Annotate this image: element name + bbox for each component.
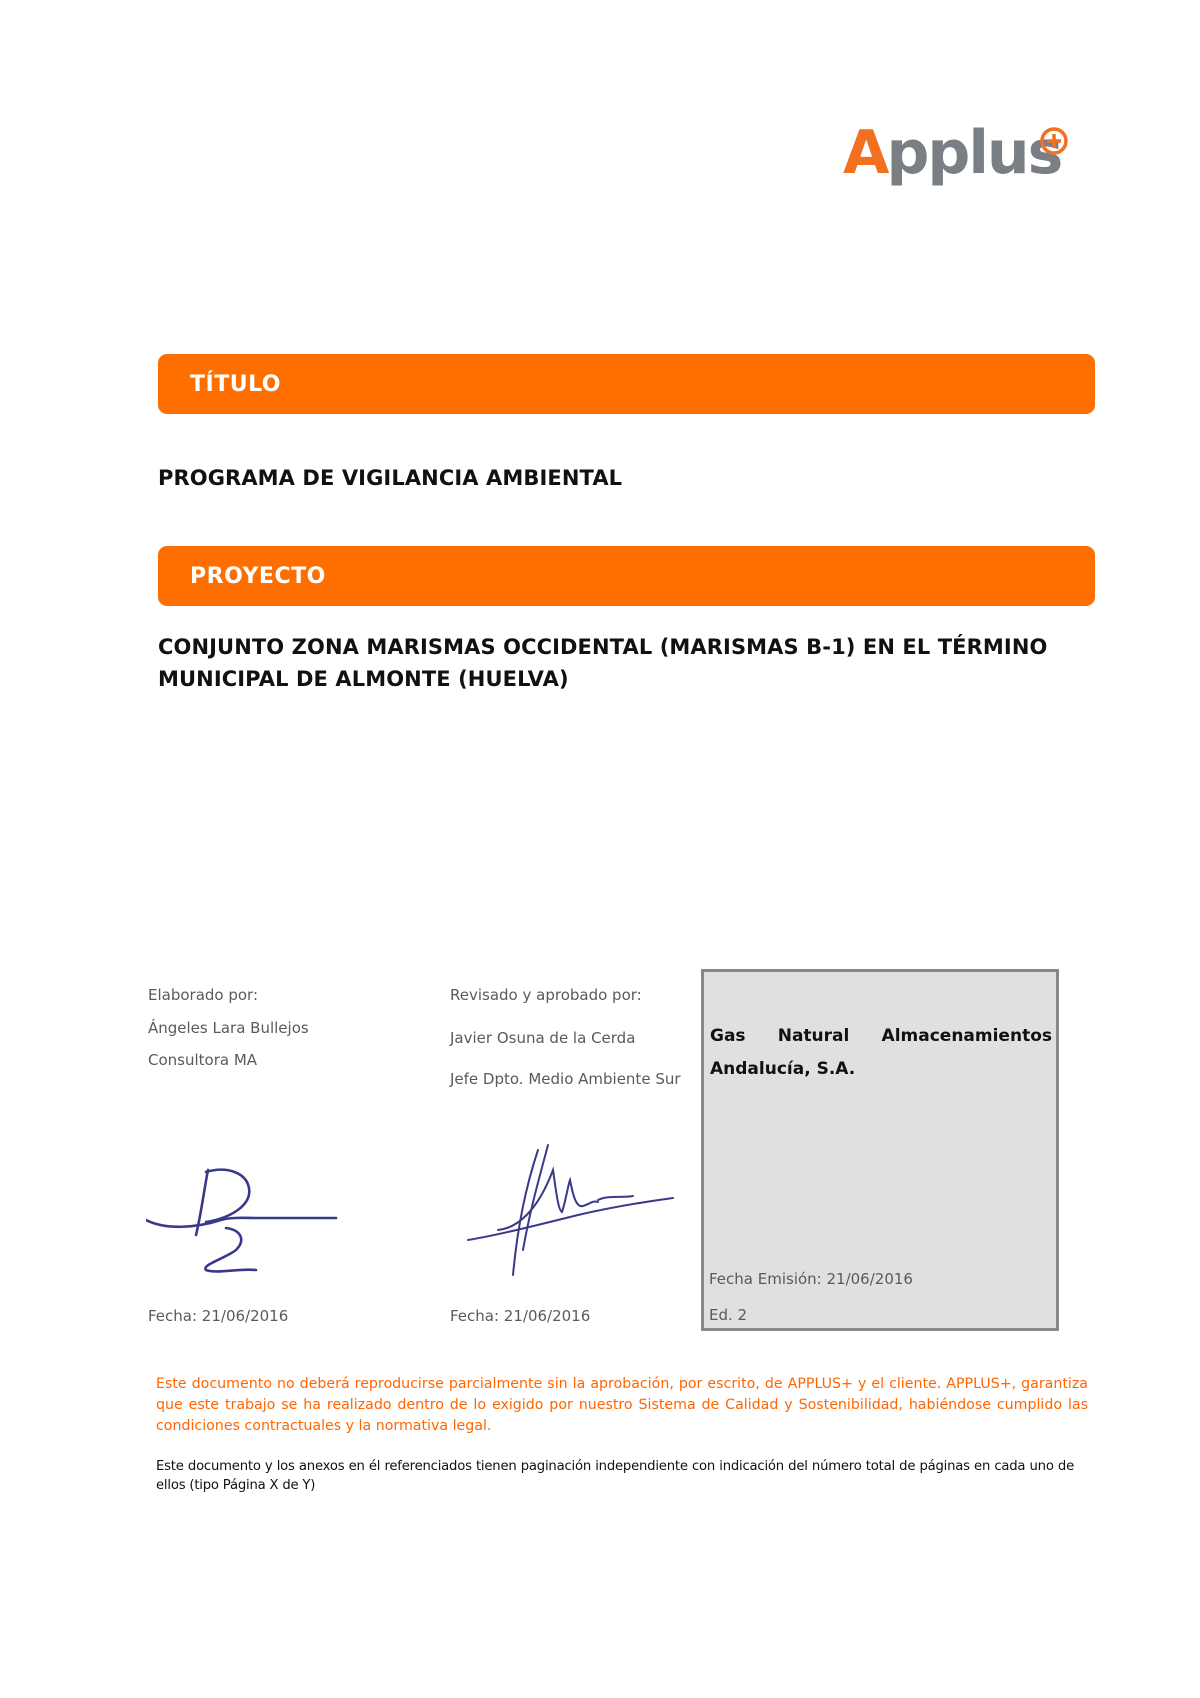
proyecto-label: PROYECTO xyxy=(190,564,326,589)
logo-word: pplus xyxy=(886,118,1062,188)
elaborado-org: Consultora MA xyxy=(148,1051,258,1069)
project-title: CONJUNTO ZONA MARISMAS OCCIDENTAL (MARISMAS B-1) EN EL TÉRMINO MUNICIPAL DE ALMONTE (HUELVA) xyxy=(158,635,1048,691)
titulo-label: TÍTULO xyxy=(190,372,281,397)
applus-logo xyxy=(843,118,1083,208)
client-box xyxy=(701,969,1059,1331)
elaborado-date: Fecha: 21/06/2016 xyxy=(148,1307,289,1325)
elaborado-label: Elaborado por: xyxy=(148,986,259,1004)
revisado-role: Jefe Dpto. Medio Ambiente Sur xyxy=(450,1070,681,1088)
logo-letter-a: A xyxy=(843,118,887,188)
revisado-name: Javier Osuna de la Cerda xyxy=(450,1029,636,1047)
client-name: Gas Natural Almacenamientos Andalucía, S.A. xyxy=(710,1026,1052,1079)
signature-revisado xyxy=(458,1140,683,1290)
revisado-label: Revisado y aprobado por: xyxy=(450,986,642,1004)
signature-elaborado xyxy=(146,1160,341,1280)
plus-circle-icon xyxy=(1039,126,1069,156)
proyecto-header-bar xyxy=(158,546,1095,606)
disclaimer-text: Este documento no deberá reproducirse parcialmente sin la aprobación, por escrito, de APPLUS+ y el cliente. APPLUS+, garantiza que este trabajo se ha realizado dentro de lo exigido por nuestro Sistema de Calidad y Sostenibilidad, habiéndose cumplido las condiciones contractuales y la normativa legal. xyxy=(156,1376,1088,1434)
revisado-date: Fecha: 21/06/2016 xyxy=(450,1307,591,1325)
elaborado-name: Ángeles Lara Bullejos xyxy=(148,1019,309,1037)
edition-number: Ed. 2 xyxy=(709,1306,748,1324)
titulo-header-bar xyxy=(158,354,1095,414)
document-title: PROGRAMA DE VIGILANCIA AMBIENTAL xyxy=(158,466,623,490)
pagination-note: Este documento y los anexos en él referenciados tienen paginación independiente con indicación del número total de páginas en cada uno de ellos (tipo Página X de Y) xyxy=(156,1459,1074,1493)
issue-date: Fecha Emisión: 21/06/2016 xyxy=(709,1270,913,1288)
